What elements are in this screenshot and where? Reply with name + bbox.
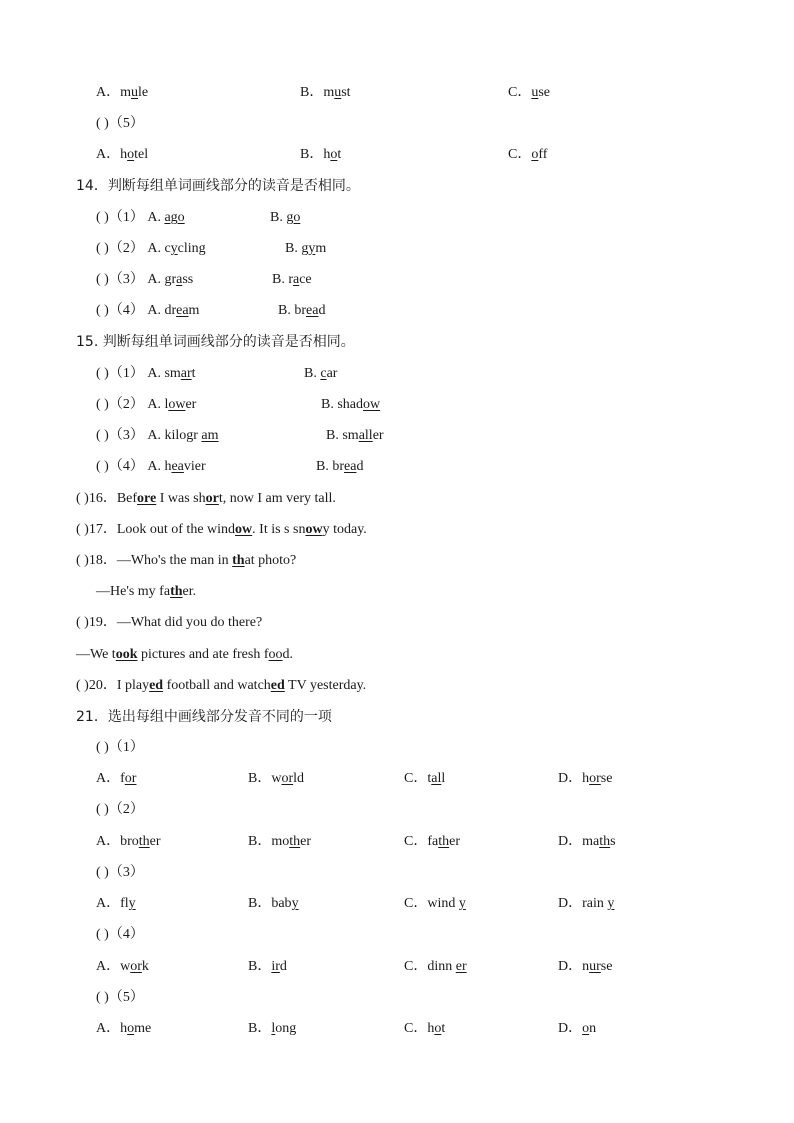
underlined-part: ea bbox=[306, 303, 319, 318]
option-text: tel bbox=[134, 147, 149, 162]
underlined-part: ore bbox=[137, 491, 157, 506]
option-b bbox=[248, 770, 304, 788]
option-text: C． bbox=[508, 147, 532, 162]
item-number: （4） bbox=[108, 303, 144, 318]
option-text: se bbox=[600, 771, 613, 786]
q21-item-4 bbox=[96, 926, 144, 944]
answer-blank[interactable]: ( ) bbox=[96, 241, 109, 256]
option-d bbox=[558, 833, 616, 851]
item-number: （1） bbox=[108, 366, 144, 381]
q14-item-3 bbox=[96, 271, 312, 289]
option-c bbox=[404, 1020, 445, 1038]
sentence-text: y today. bbox=[322, 522, 367, 537]
option-text: A. kilogr bbox=[147, 428, 202, 443]
q18 bbox=[76, 552, 296, 570]
sentence-text: . It is s sn bbox=[252, 522, 306, 537]
answer-blank[interactable]: ( ) bbox=[96, 366, 109, 381]
option-a bbox=[96, 146, 148, 164]
answer-blank[interactable]: ( ) bbox=[96, 865, 109, 880]
option-text: D． bbox=[558, 1021, 583, 1036]
q15-item-1 bbox=[96, 365, 338, 383]
underlined-part: all bbox=[358, 428, 373, 443]
item-number: （3） bbox=[108, 428, 144, 443]
option-text: er bbox=[185, 397, 197, 412]
underlined-part: y bbox=[308, 241, 316, 256]
q15-item-4 bbox=[96, 458, 364, 476]
option-text: er bbox=[300, 834, 312, 849]
underlined-part: ow bbox=[168, 397, 186, 412]
option-c bbox=[404, 833, 460, 851]
q19-answer bbox=[76, 646, 293, 664]
option-text: D．h bbox=[558, 771, 590, 786]
sentence-text: at photo? bbox=[244, 553, 297, 568]
underlined-part: ago bbox=[164, 210, 185, 225]
option-text: A. sm bbox=[147, 366, 181, 381]
option-text: ong bbox=[275, 1021, 297, 1036]
underlined-part: ea bbox=[171, 459, 184, 474]
sentence-text: 18．—Who's the man in bbox=[88, 553, 233, 568]
underlined-part: oo bbox=[268, 647, 283, 662]
option-text: A. gr bbox=[147, 272, 177, 287]
sentence-text: t, now I am very tall. bbox=[218, 491, 336, 506]
underlined-part: th bbox=[170, 584, 183, 599]
option-text: l bbox=[441, 771, 446, 786]
underlined-part: ow bbox=[235, 522, 253, 537]
option-text: A．fl bbox=[96, 896, 129, 911]
option-text: m bbox=[315, 241, 327, 256]
option-text: C．t bbox=[404, 771, 432, 786]
q15-title: 15. 判断每组单词画线部分的读音是否相同。 bbox=[76, 334, 355, 350]
underlined-part: ook bbox=[115, 647, 138, 662]
underlined-part: go bbox=[286, 210, 301, 225]
q17 bbox=[76, 521, 367, 539]
option-c bbox=[404, 770, 445, 788]
option-a bbox=[96, 84, 148, 102]
option-d bbox=[558, 770, 612, 788]
option-text: se bbox=[538, 85, 551, 100]
underlined-part: o bbox=[330, 147, 338, 162]
answer-blank[interactable]: ( ) bbox=[96, 303, 109, 318]
item-number: （1） bbox=[108, 740, 144, 755]
option-a bbox=[96, 958, 149, 976]
underlined-part: y bbox=[607, 896, 615, 911]
underlined-part: or bbox=[130, 959, 142, 974]
q20 bbox=[76, 677, 366, 695]
option-text: B. g bbox=[285, 241, 309, 256]
option-d bbox=[558, 1020, 596, 1038]
option-text: C．wind bbox=[404, 896, 459, 911]
option-text: C．h bbox=[404, 1021, 435, 1036]
q21-item-2 bbox=[96, 801, 144, 819]
underlined-part: or bbox=[281, 771, 294, 786]
answer-blank[interactable]: ( ) bbox=[96, 272, 109, 287]
underlined-part: u bbox=[531, 85, 539, 100]
option-text: B． bbox=[248, 959, 272, 974]
q13-item-5 bbox=[96, 115, 144, 133]
option-text: d bbox=[318, 303, 326, 318]
answer-blank[interactable]: ( ) bbox=[96, 428, 109, 443]
option-text: me bbox=[134, 1021, 152, 1036]
underlined-part: ed bbox=[149, 678, 164, 693]
underlined-part: th bbox=[138, 834, 150, 849]
sentence-text: —He's my fa bbox=[96, 584, 171, 599]
answer-blank[interactable]: ( ) bbox=[76, 678, 89, 693]
item-number: （1） bbox=[108, 210, 144, 225]
option-text: er bbox=[449, 834, 460, 849]
option-text: C．fa bbox=[404, 834, 439, 849]
option-a bbox=[96, 833, 161, 851]
option-text: D．rain bbox=[558, 896, 608, 911]
option-c bbox=[404, 895, 466, 913]
option-text: cling bbox=[177, 241, 206, 256]
underlined-part: am bbox=[201, 428, 219, 443]
option-text: d bbox=[356, 459, 364, 474]
option-text: ar bbox=[326, 366, 338, 381]
option-text: B．bab bbox=[248, 896, 292, 911]
item-number: （5） bbox=[108, 990, 144, 1005]
underlined-part: ea bbox=[176, 303, 189, 318]
option-text: B. shad bbox=[321, 397, 363, 412]
sentence-text: er. bbox=[182, 584, 197, 599]
option-c bbox=[508, 84, 550, 102]
sentence-text: pictures and ate fresh f bbox=[137, 647, 269, 662]
sentence-text: d. bbox=[282, 647, 293, 662]
q21-item-1 bbox=[96, 739, 144, 757]
option-text: A. h bbox=[147, 459, 172, 474]
item-number: （3） bbox=[108, 272, 144, 287]
option-text: t bbox=[191, 366, 196, 381]
q15-item-2 bbox=[96, 396, 381, 414]
underlined-part: th bbox=[438, 834, 450, 849]
underlined-part: ow bbox=[363, 397, 381, 412]
option-text: C． bbox=[508, 85, 532, 100]
option-text: ld bbox=[293, 771, 305, 786]
item-number: （2） bbox=[108, 241, 144, 256]
underlined-part: a bbox=[176, 272, 183, 287]
option-b bbox=[300, 146, 341, 164]
item-number: （4） bbox=[108, 459, 144, 474]
underlined-part: o bbox=[127, 147, 135, 162]
option-c bbox=[508, 146, 547, 164]
underlined-part: or bbox=[589, 771, 601, 786]
underlined-part: ur bbox=[589, 959, 601, 974]
option-d bbox=[558, 895, 614, 913]
answer-blank[interactable]: ( ) bbox=[76, 553, 89, 568]
option-text: A．bro bbox=[96, 834, 139, 849]
option-text: A．m bbox=[96, 85, 131, 100]
answer-blank[interactable]: ( ) bbox=[76, 615, 89, 630]
underlined-part: o bbox=[531, 147, 539, 162]
underlined-part: ed bbox=[270, 678, 285, 693]
option-text: A. dr bbox=[147, 303, 177, 318]
item-number: （4） bbox=[108, 927, 144, 942]
option-text: s bbox=[610, 834, 616, 849]
option-text: A．f bbox=[96, 771, 125, 786]
q14-item-1 bbox=[96, 209, 301, 227]
q16 bbox=[76, 490, 336, 508]
option-text: B．h bbox=[300, 147, 331, 162]
option-text: d bbox=[279, 959, 287, 974]
option-text: B． bbox=[248, 1021, 272, 1036]
sentence-text: 19．—What did you do there? bbox=[88, 615, 263, 630]
answer-blank[interactable]: ( ) bbox=[96, 397, 109, 412]
q14-item-2 bbox=[96, 240, 327, 258]
underlined-part: o bbox=[434, 1021, 442, 1036]
option-text: A．h bbox=[96, 147, 128, 162]
option-text: A．h bbox=[96, 1021, 128, 1036]
sentence-text: 17．Look out of the wind bbox=[88, 522, 236, 537]
option-text: m bbox=[188, 303, 200, 318]
option-text: ce bbox=[299, 272, 312, 287]
answer-blank[interactable]: ( ) bbox=[96, 116, 109, 131]
option-text: B. br bbox=[278, 303, 306, 318]
q21-title: 21．选出每组中画线部分发音不同的一项 bbox=[76, 709, 332, 725]
answer-blank[interactable]: ( ) bbox=[76, 491, 89, 506]
underlined-part: u bbox=[131, 85, 138, 100]
underlined-part: th bbox=[232, 553, 245, 568]
underlined-part: ea bbox=[344, 459, 357, 474]
option-c bbox=[404, 958, 467, 976]
answer-blank[interactable]: ( ) bbox=[96, 802, 109, 817]
option-text: A．w bbox=[96, 959, 131, 974]
underlined-part: y bbox=[128, 896, 136, 911]
option-text: vier bbox=[183, 459, 206, 474]
underlined-part: ir bbox=[271, 959, 280, 974]
option-text: B．mo bbox=[248, 834, 290, 849]
underlined-part: y bbox=[170, 241, 178, 256]
answer-blank[interactable]: ( ) bbox=[76, 522, 89, 537]
underlined-part: er bbox=[455, 959, 467, 974]
item-number: （3） bbox=[108, 865, 144, 880]
option-b bbox=[248, 958, 287, 976]
option-text: B．m bbox=[300, 85, 335, 100]
answer-blank[interactable]: ( ) bbox=[96, 210, 109, 225]
sentence-text: 16．Bef bbox=[88, 491, 138, 506]
underlined-part: l bbox=[271, 1021, 276, 1036]
underlined-part: th bbox=[289, 834, 301, 849]
underlined-part: o bbox=[582, 1021, 590, 1036]
sentence-text: football and watch bbox=[163, 678, 271, 693]
answer-blank[interactable]: ( ) bbox=[96, 927, 109, 942]
sentence-text: 20．I play bbox=[88, 678, 150, 693]
item-number: （2） bbox=[108, 802, 144, 817]
option-text: B．w bbox=[248, 771, 282, 786]
option-d bbox=[558, 958, 612, 976]
option-text: A. bbox=[147, 210, 165, 225]
option-text: le bbox=[138, 85, 149, 100]
underlined-part: or bbox=[124, 771, 137, 786]
underlined-part: o bbox=[127, 1021, 135, 1036]
option-text: er bbox=[149, 834, 161, 849]
answer-blank[interactable]: ( ) bbox=[96, 990, 109, 1005]
underlined-part: ow bbox=[305, 522, 323, 537]
option-b bbox=[248, 833, 311, 851]
underlined-part: a bbox=[293, 272, 300, 287]
option-text: t bbox=[337, 147, 342, 162]
option-text: ss bbox=[182, 272, 194, 287]
item-number: （2） bbox=[108, 397, 144, 412]
option-text: B. r bbox=[272, 272, 293, 287]
q18-answer bbox=[96, 583, 196, 601]
option-text: er bbox=[372, 428, 384, 443]
answer-blank[interactable]: ( ) bbox=[96, 740, 109, 755]
answer-blank[interactable]: ( ) bbox=[96, 459, 109, 474]
sentence-text: —We t bbox=[76, 647, 116, 662]
option-text: k bbox=[141, 959, 149, 974]
option-text: B. br bbox=[316, 459, 344, 474]
underlined-part: ar bbox=[180, 366, 192, 381]
underlined-part: y bbox=[291, 896, 299, 911]
option-a bbox=[96, 1020, 151, 1038]
option-text: ff bbox=[538, 147, 548, 162]
underlined-part: y bbox=[458, 896, 466, 911]
q15-item-3 bbox=[96, 427, 384, 445]
underlined-part: th bbox=[599, 834, 611, 849]
option-text: D．ma bbox=[558, 834, 600, 849]
option-b bbox=[248, 1020, 296, 1038]
option-text: t bbox=[441, 1021, 446, 1036]
underlined-part: al bbox=[431, 771, 442, 786]
option-text: A. c bbox=[147, 241, 171, 256]
q21-item-3 bbox=[96, 864, 144, 882]
option-text: st bbox=[341, 85, 351, 100]
option-text: n bbox=[589, 1021, 597, 1036]
sentence-text: TV yesterday. bbox=[284, 678, 367, 693]
option-text: C．dinn bbox=[404, 959, 456, 974]
underlined-part: u bbox=[334, 85, 342, 100]
q21-item-5 bbox=[96, 989, 144, 1007]
option-text: B. bbox=[304, 366, 321, 381]
option-a bbox=[96, 770, 136, 788]
underlined-part: c bbox=[320, 366, 327, 381]
q14-title: 14．判断每组单词画线部分的读音是否相同。 bbox=[76, 178, 360, 194]
option-b bbox=[248, 895, 299, 913]
underlined-part: or bbox=[205, 491, 219, 506]
q14-item-4 bbox=[96, 302, 326, 320]
option-text: D．n bbox=[558, 959, 590, 974]
option-text: B. sm bbox=[326, 428, 359, 443]
option-text: se bbox=[600, 959, 613, 974]
q19 bbox=[76, 614, 262, 632]
option-b bbox=[300, 84, 351, 102]
option-a bbox=[96, 895, 136, 913]
option-text: B. bbox=[270, 210, 287, 225]
sentence-text: I was sh bbox=[156, 491, 206, 506]
option-text: A. l bbox=[147, 397, 169, 412]
item-number: （5） bbox=[108, 116, 144, 131]
